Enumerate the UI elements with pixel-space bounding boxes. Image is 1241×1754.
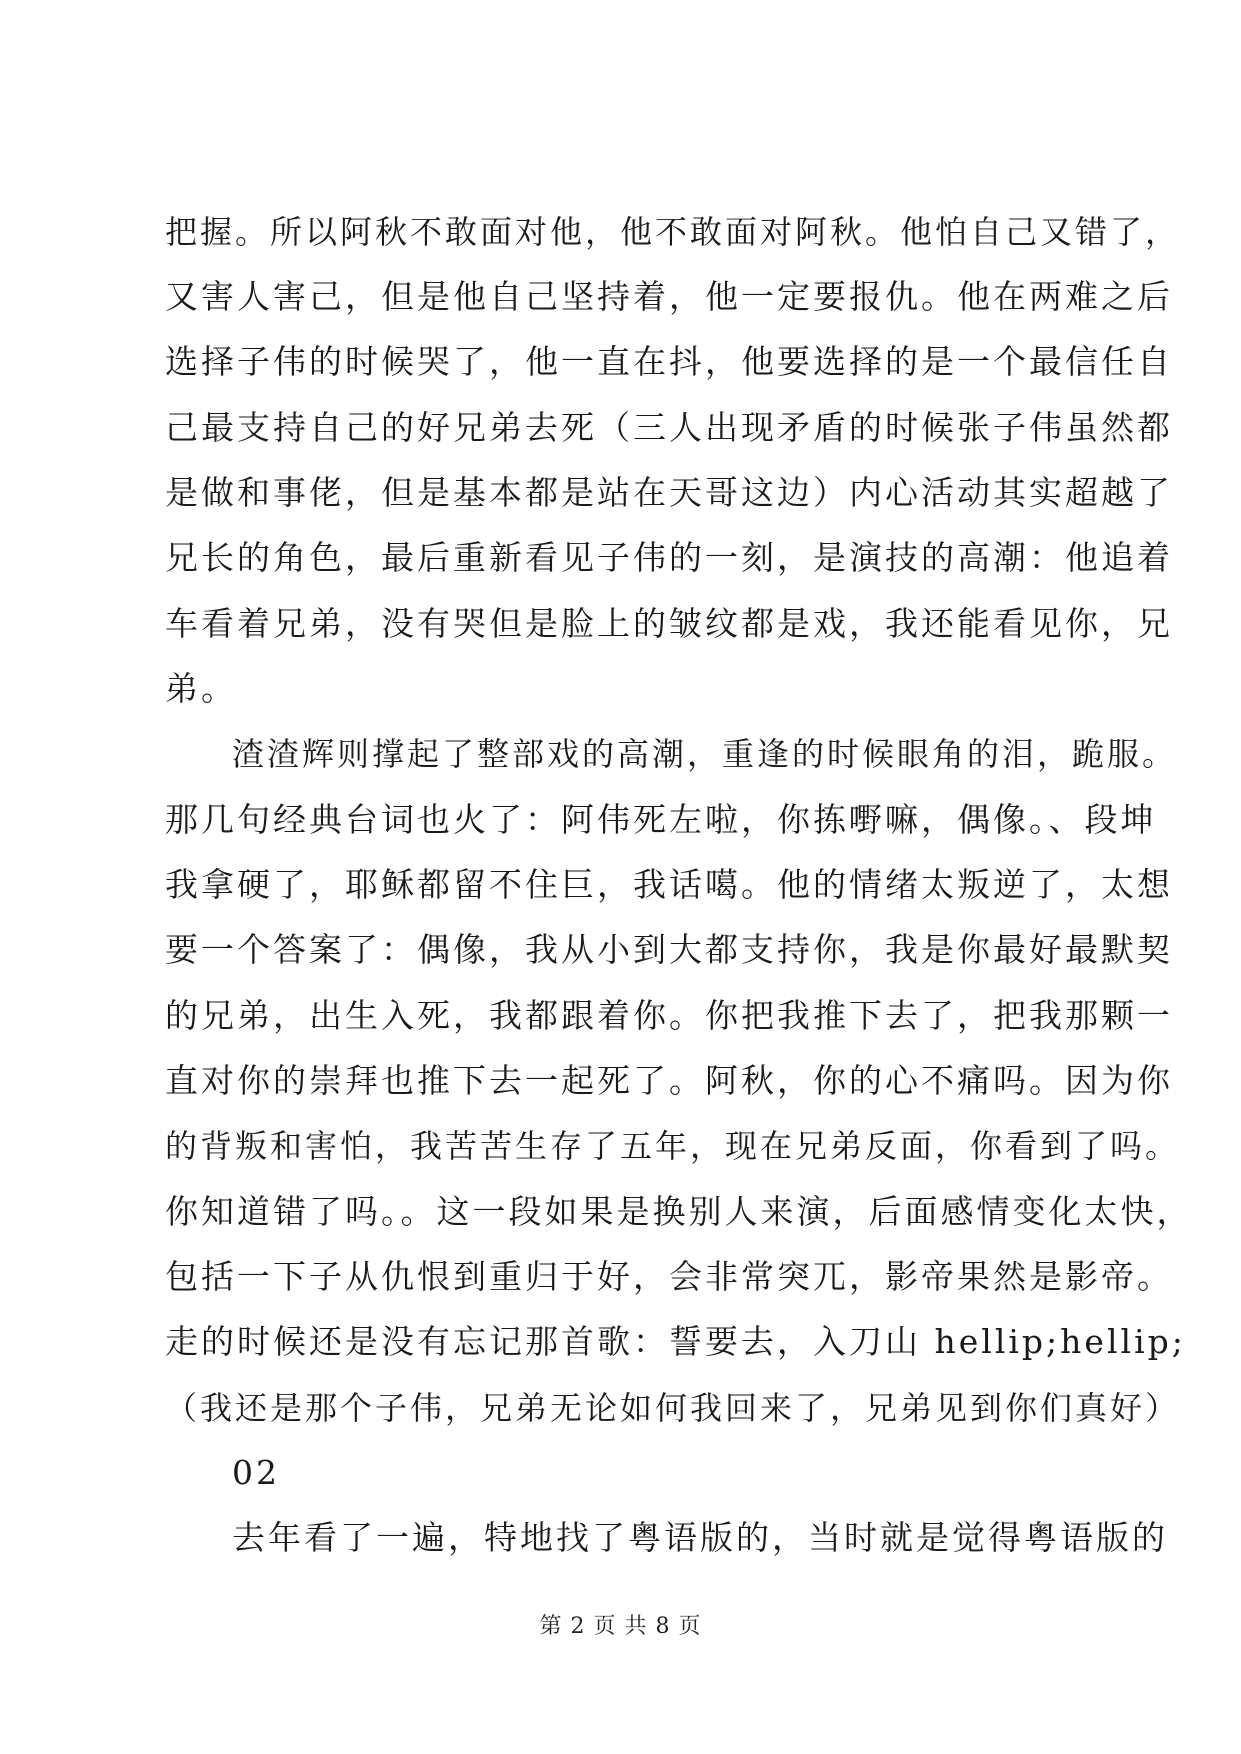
paragraph-line: 要一个答案了：偶像，我从小到大都支持你，我是你最好最默契	[165, 930, 1173, 969]
paragraph-line: 你知道错了吗。。这一段如果是换别人来演，后面感情变化太快，	[165, 1192, 1193, 1231]
paragraph-line: （我还是那个子伟，兄弟无论如何我回来了，兄弟见到你们真好）	[165, 1389, 1181, 1427]
paragraph-line: 兄长的角色，最后重新看见子伟的一刻，是演技的高潮：他追着	[165, 538, 1173, 577]
paragraph-line: 那几句经典台词也火了：阿伟死左啦，你拣嘢嘛，偶像。、段坤	[165, 800, 1157, 839]
section-number: 02	[232, 1453, 280, 1492]
paragraph-line: 的背叛和害怕，我苦苦生存了五年，现在兄弟反面，你看到了吗。	[165, 1127, 1181, 1165]
paragraph-line: 又害人害己，但是他自己坚持着，他一定要报仇。他在两难之后	[165, 277, 1173, 316]
paragraph-line: 是做和事佬，但是基本都是站在天哥这边）内心活动其实超越了	[165, 473, 1173, 512]
paragraph-line: 我拿硬了，耶稣都留不住巨，我话噶。他的情绪太叛逆了，太想	[165, 865, 1173, 904]
paragraph-line: 渣渣辉则撑起了整部戏的高潮，重逢的时候眼角的泪，跪服。	[232, 735, 1178, 773]
paragraph-line: 弟。	[165, 669, 237, 708]
page-indicator: 第 2 页 共 8 页	[539, 1614, 702, 1639]
paragraph-line: 把握。所以阿秋不敢面对他，他不敢面对阿秋。他怕自己又错了，	[165, 213, 1181, 251]
paragraph-line: 去年看了一遍，特地找了粤语版的，当时就是觉得粤语版的	[232, 1518, 1168, 1557]
paragraph-line: 直对你的崇拜也推下去一起死了。阿秋，你的心不痛吗。因为你	[165, 1061, 1173, 1100]
paragraph-line: 的兄弟，出生入死，我都跟着你。你把我推下去了，把我那颗一	[165, 996, 1173, 1035]
paragraph-line: 车看着兄弟，没有哭但是脸上的皱纹都是戏，我还能看见你，兄	[165, 604, 1173, 643]
paragraph-line: 己最支持自己的好兄弟去死（三人出现矛盾的时候张子伟虽然都	[165, 408, 1173, 447]
paragraph-line: 走的时候还是没有忘记那首歌：誓要去，入刀山 hellip;hellip;	[165, 1322, 1186, 1361]
paragraph-line: 选择子伟的时候哭了，他一直在抖，他要选择的是一个最信任自	[165, 342, 1173, 381]
paragraph-line: 包括一下子从仇恨到重归于好，会非常突兀，影帝果然是影帝。	[165, 1257, 1173, 1296]
